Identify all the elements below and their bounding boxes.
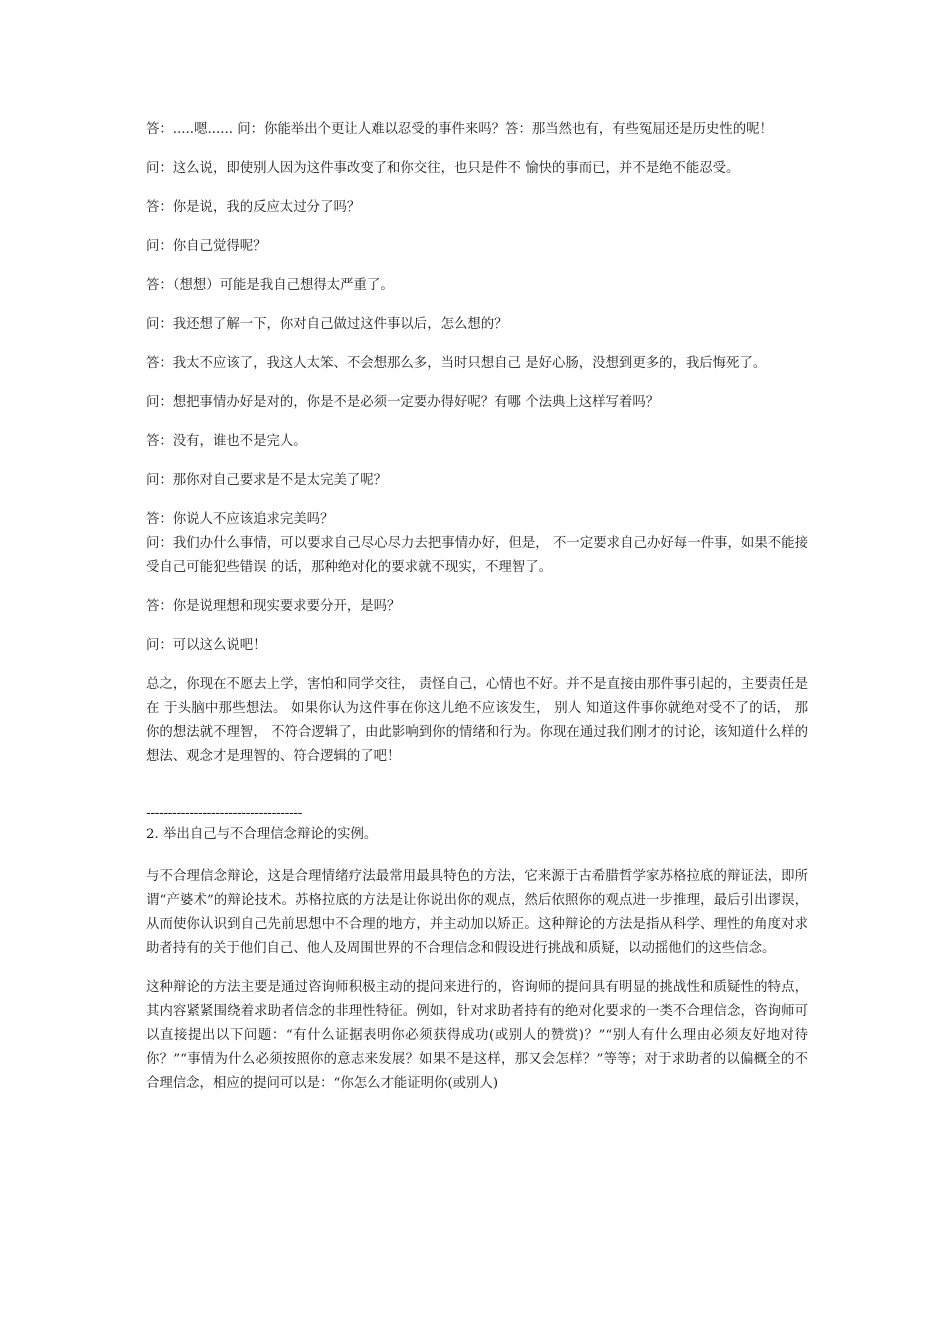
dialogue-line: 答：（想想）可能是我自己想得太严重了。 (146, 278, 394, 293)
dialogue-line: 答：你是说，我的反应太过分了吗？ (146, 200, 361, 215)
body-paragraph: 这种辩论的方法主要是通过咨询师积极主动的提问来进行的，咨询师的提问具有明显的挑战性和质疑性的特点，其内容紧紧围绕着求助者信念的非理性特征。例如，针对求助者持有的绝对化要求的一类不合理信念，咨询师可以直接提出以下问题：“有什么证据表明你必须获得成功(或别人的赞赏)？”“别人有什么理由必须友好地对待你？”“事情为什么必须按照你的意志来发展？如果不是这样，那又会怎样？”等等；对于求助者的以偏概全的不合理信念，相应的提问可以是：“你怎么才能证明你(或别人) (146, 980, 808, 1091)
summary-paragraph: 总之，你现在不愿去上学，害怕和同学交往， 责怪自己，心情也不好。并不是直接由那件事引起的，主要责任是在 于头脑中那些想法。 如果你认为这件事在你这儿绝不应该发生， 别人 知道这件事你就绝对受不了的话， 那你的想法就不理智， 不符合逻辑了，由此影响到你的情绪和行为。你现在通过我们刚才的讨论，该知道什么样的想法、观念才是理智的、符合逻辑的了吧！ (146, 677, 808, 764)
section-divider: ------------------------------------ (146, 806, 302, 821)
dialogue-line: 问：这么说，即使别人因为这件事改变了和你交往，也只是件不 愉快的事而已，并不是绝不能忍受。 (146, 161, 740, 176)
body-paragraph: 与不合理信念辩论，这是合理情绪疗法最常用最具特色的方法，它来源于古希腊哲学家苏格拉底的辩证法，即所谓“产婆术”的辩论技术。苏格拉底的方法是让你说出你的观点，然后依照你的观点进一步推理，最后引出谬误，从而使你认识到自己先前思想中不合理的地方，并主动加以矫正。这种辩论的方法是指从科学、理性的角度对求助者持有的关于他们自己、他人及周围世界的不合理信念和假设进行挑战和质疑，以动摇他们的这些信念。 (146, 869, 808, 956)
dialogue-line: 问：可以这么说吧！ (146, 638, 267, 653)
dialogue-line: 答：没有，谁也不是完人。 (146, 434, 307, 449)
dialogue-line: 答：你说人不应该追求完美吗？ (146, 512, 334, 527)
dialogue-line: 问：你自己觉得呢？ (146, 239, 267, 254)
dialogue-line: 答：你是说理想和现实要求要分开，是吗？ (146, 599, 401, 614)
dialogue-line: 问：我们办什么事情，可以要求自己尽心尽力去把事情办好，但是， 不一定要求自己办好每一件事，如果不能接受自己可能犯些错误 的话，那种绝对化的要求就不现实，不理智了。 (146, 536, 808, 575)
dialogue-line: 答：.....嗯...... 问：你能举出个更让人难以忍受的事件来吗？答：那当然也有，有些冤屈还是历史性的呢！ (146, 122, 773, 137)
dialogue-line: 答：我太不应该了，我这人太笨、不会想那么多，当时只想自己 是好心肠，没想到更多的，我后悔死了。 (146, 356, 767, 371)
dialogue-line: 问：那你对自己要求是不是太完美了呢？ (146, 473, 388, 488)
dialogue-line: 问：我还想了解一下，你对自己做过这件事以后，怎么想的？ (146, 317, 508, 332)
section-heading: 2. 举出自己与不合理信念辩论的实例。 (146, 827, 378, 842)
dialogue-line: 问：想把事情办好是对的，你是不是必须一定要办得好呢？有哪 个法典上这样写着吗？ (146, 395, 660, 410)
